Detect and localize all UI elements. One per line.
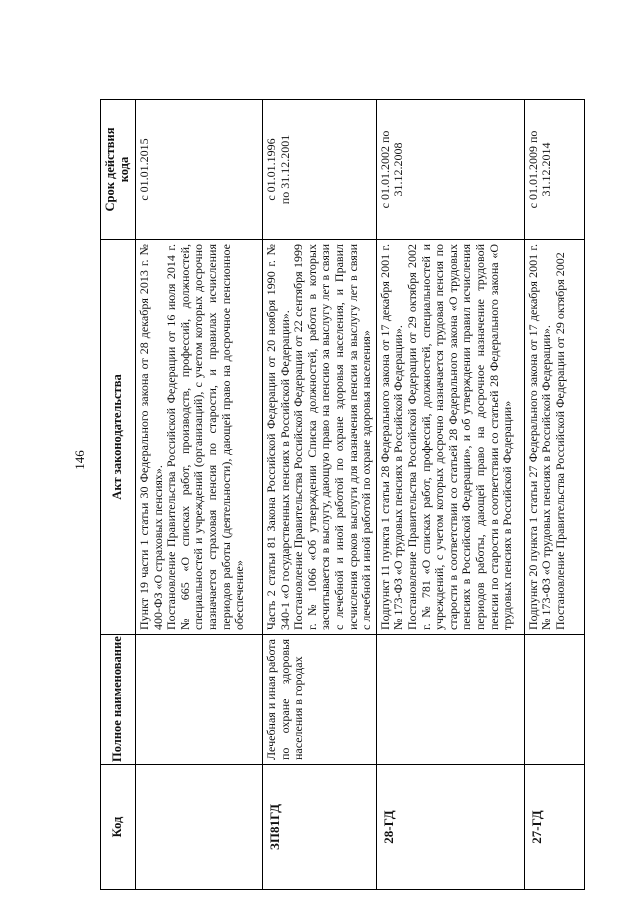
header-code: Код (101, 765, 136, 890)
act-cell (263, 240, 377, 635)
act-paragraph: Подпункт 20 пункта 1 статьи 27 Федерального закона от 17 декабря 2001 г. № 173-ФЗ «О трудовых пенсиях в Российской Федерации». (525, 244, 554, 630)
code-cell (136, 765, 263, 890)
validity-cell (524, 100, 584, 240)
validity-cell (263, 100, 377, 240)
codes-table (100, 99, 585, 890)
act-paragraph: Постановление Правительства Российской Федерации от 29 октября 2002 г. № 781 «О списках работ, профессий, должностей, специальностей и учреждений, с учетом которых досрочно назначается трудовая пенсия по старости в соответствии со статьей 28 Федерального закона «О трудовых пенсиях в Российской Федерации», и об утверждении правил исчисления периодов работы, дающей право на досрочное назначение трудовой пенсии по старости в соответствии со статьей 28 Федерального закона «О трудовых пенсиях в Российской Федерации» (404, 244, 515, 630)
header-validity-label: Срок действия кода (103, 127, 131, 212)
act-cell (136, 240, 263, 635)
code-cell: 27-ГД (524, 765, 584, 890)
code-cell: ЗП81ГД (263, 765, 377, 890)
table-row (263, 100, 377, 890)
validity-line: 31.12.2008 (391, 142, 406, 197)
validity-line: с 01.01.2009 по (525, 130, 540, 209)
act-cell (524, 240, 584, 635)
validity-cell (136, 100, 263, 240)
validity-line: с 01.01.2015 (137, 138, 151, 201)
table-viewport (100, 100, 565, 890)
header-full-name: Полное наименование (101, 635, 136, 765)
act-cell (376, 240, 524, 635)
act-paragraph: Подпункт 11 пункта 1 статьи 28 Федерального закона от 17 декабря 2001 г. № 173-ФЗ «О трудовых пенсиях в Российской Федерации». (377, 244, 406, 630)
act-paragraph: Пункт 19 части 1 статьи 30 Федерального закона от 28 декабря 2013 г. № 400-ФЗ «О страховых пенсиях». (137, 244, 165, 630)
act-paragraph: Постановление Правительства Российской Федерации от 22 сентября 1999 г. № 1066 «Об утверждении Списка должностей, работа в которых засчитывается в выслугу, дающую право на пенсию за выслугу лет в связи с лечебной и иной работой по охране здоровья населения, и Правил исчисления сроков выслуги для назначения пенсии за выслугу лет в связи с лечебной и иной работой по охране здоровья населения» (291, 244, 374, 630)
act-paragraph: Часть 2 статьи 81 Закона Российской Федерации от 20 ноября 1990 г. № 340-1 «О государственных пенсиях в Российской Федерации». (264, 244, 292, 630)
act-paragraph: Постановление Правительства Российской Федерации от 16 июля 2014 г. № 665 «О списках работ, производств, профессий, должностей, специальностей и учреждений (организаций), с учетом которых досрочно назначается страховая пенсия по старости, и правилах исчисления периодов работы (деятельности), дающей право на досрочное пенсионное обеспечение» (164, 244, 247, 630)
validity-line: с 01.01.2002 по (377, 130, 392, 209)
table-row (376, 100, 524, 890)
full-name-cell (376, 635, 524, 765)
page-number: 146 (72, 450, 87, 470)
header-act: Акт законодательства (101, 240, 136, 635)
table-header-row (101, 100, 136, 890)
act-paragraph: Постановление Правительства Российской Федерации от 29 октября 2002 (552, 252, 567, 630)
document-sheet (60, 100, 565, 890)
table-row (524, 100, 584, 890)
validity-line: 31.12.2014 (539, 142, 554, 197)
full-name-cell (136, 635, 263, 765)
code-cell: 28-ГД (376, 765, 524, 890)
validity-line: по 31.12.2001 (277, 134, 292, 205)
header-validity (101, 100, 136, 240)
validity-line: с 01.01.1996 (264, 138, 278, 201)
validity-cell (376, 100, 524, 240)
full-name-cell: Лечебная и иная работа по охране здоровья населения в городах (263, 635, 377, 765)
full-name-cell (524, 635, 584, 765)
table-row (136, 100, 263, 890)
